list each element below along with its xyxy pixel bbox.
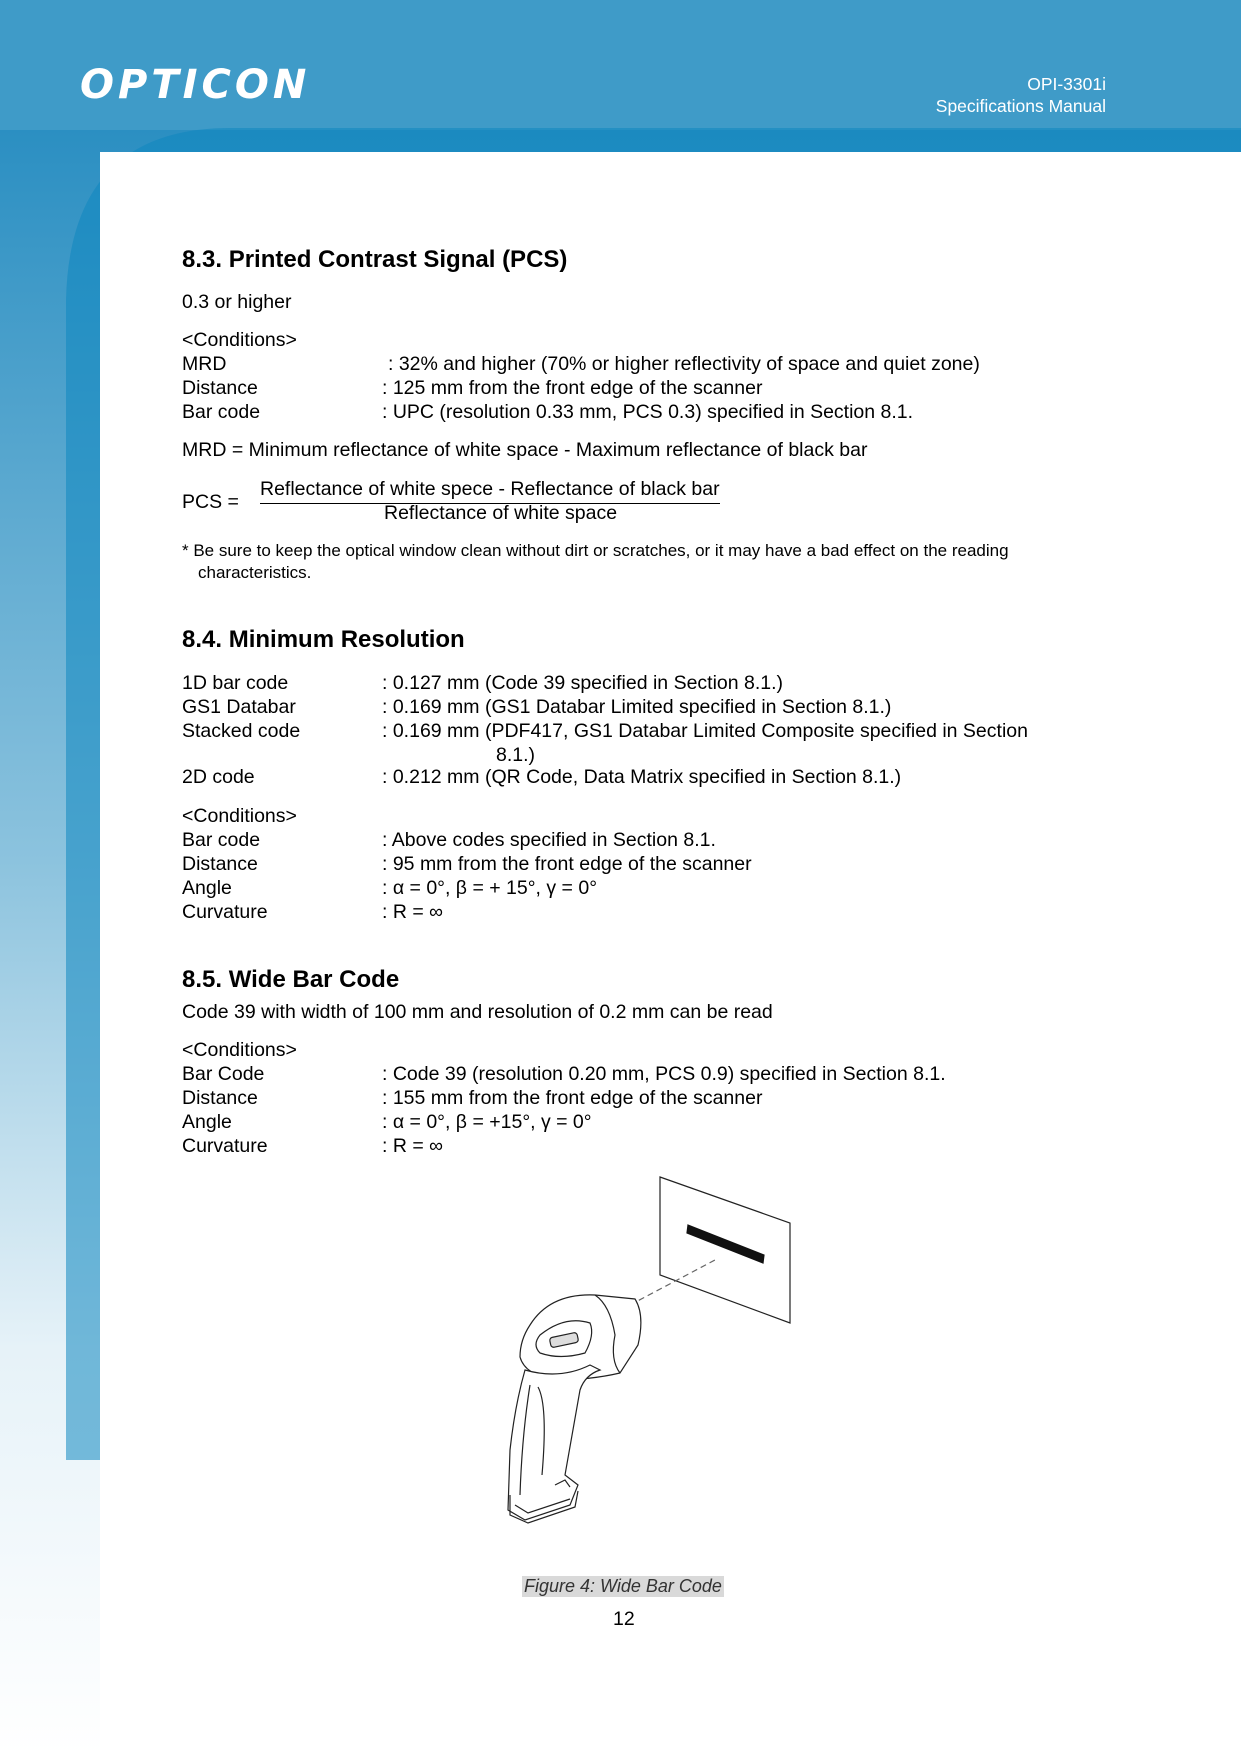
resolution-value: : 0.169 mm (PDF417, GS1 Databar Limited Composite specified in Section: [382, 720, 1028, 742]
pcs-label: PCS =: [182, 491, 239, 513]
cleaning-note: [182, 540, 1102, 584]
condition-key: Bar Code: [182, 1063, 265, 1085]
doc-subtitle: Specifications Manual: [935, 96, 1106, 116]
page-number: 12: [613, 1608, 635, 1630]
condition-key: Angle: [182, 877, 232, 899]
figure-caption: Figure 4: Wide Bar Code: [524, 1576, 722, 1596]
section-8-5-title: 8.5. Wide Bar Code: [182, 966, 400, 993]
section-8-4-title: 8.4. Minimum Resolution: [182, 626, 465, 653]
condition-value: : UPC (resolution 0.33 mm, PCS 0.3) specified in Section 8.1.: [382, 401, 914, 423]
resolution-key: GS1 Databar: [182, 696, 296, 718]
opticon-logo: [80, 62, 390, 106]
condition-value: : 95 mm from the front edge of the scanner: [382, 853, 752, 875]
note-line: * Be sure to keep the optical window clean without dirt or scratches, or it may have a bad effect on the reading: [182, 541, 1009, 560]
document-header: [936, 73, 1106, 117]
pcs-numerator: Reflectance of white spece - Reflectance of black bar: [260, 478, 720, 504]
condition-key: Distance: [182, 1087, 258, 1109]
pcs-denominator: Reflectance of white space: [384, 502, 618, 524]
pcs-value: 0.3 or higher: [182, 291, 292, 313]
resolution-value: : 0.169 mm (GS1 Databar Limited specified in Section 8.1.): [382, 696, 892, 718]
condition-key: Bar code: [182, 829, 261, 851]
condition-value: : 125 mm from the front edge of the scanner: [382, 377, 763, 399]
conditions-label: <Conditions>: [182, 1039, 297, 1061]
scanner-handle: [508, 1365, 600, 1520]
barcode-sheet: [660, 1177, 790, 1323]
condition-value: : α = 0°, β = + 15°, γ = 0°: [382, 877, 597, 899]
condition-value: : 155 mm from the front edge of the scanner: [382, 1087, 763, 1109]
condition-value: : Code 39 (resolution 0.20 mm, PCS 0.9) specified in Section 8.1.: [382, 1063, 946, 1085]
condition-key: Bar code: [182, 401, 261, 423]
conditions-label: <Conditions>: [182, 805, 297, 827]
barcode-scanner-illustration: [470, 1175, 800, 1545]
doc-title: OPI-3301i: [1027, 74, 1106, 94]
resolution-value: : 0.212 mm (QR Code, Data Matrix specified in Section 8.1.): [382, 766, 902, 788]
resolution-value: : 0.127 mm (Code 39 specified in Section 8.1.): [382, 672, 784, 694]
condition-key: Distance: [182, 377, 258, 399]
mrd-formula: MRD = Minimum reflectance of white space - Maximum reflectance of black bar: [182, 439, 868, 461]
conditions-label: <Conditions>: [182, 329, 297, 351]
note-line: characteristics.: [198, 563, 312, 582]
condition-value: : Above codes specified in Section 8.1.: [382, 829, 716, 851]
condition-value: : α = 0°, β = +15°, γ = 0°: [382, 1111, 592, 1133]
resolution-value-continued: 8.1.): [496, 744, 536, 766]
resolution-key: 1D bar code: [182, 672, 289, 694]
section-8-3-title: 8.3. Printed Contrast Signal (PCS): [182, 246, 568, 273]
condition-key: Angle: [182, 1111, 232, 1133]
resolution-key: Stacked code: [182, 720, 301, 742]
condition-key: MRD: [182, 353, 227, 375]
resolution-key: 2D code: [182, 766, 255, 788]
condition-key: Distance: [182, 853, 258, 875]
condition-value: : R = ∞: [382, 1135, 444, 1157]
condition-value: : 32% and higher (70% or higher reflectivity of space and quiet zone): [388, 353, 980, 375]
condition-key: Curvature: [182, 1135, 268, 1157]
condition-value: : R = ∞: [382, 901, 444, 923]
wide-bar-desc: Code 39 with width of 100 mm and resolution of 0.2 mm can be read: [182, 1001, 773, 1023]
condition-key: Curvature: [182, 901, 268, 923]
logo-text: OPTICON: [80, 62, 311, 106]
